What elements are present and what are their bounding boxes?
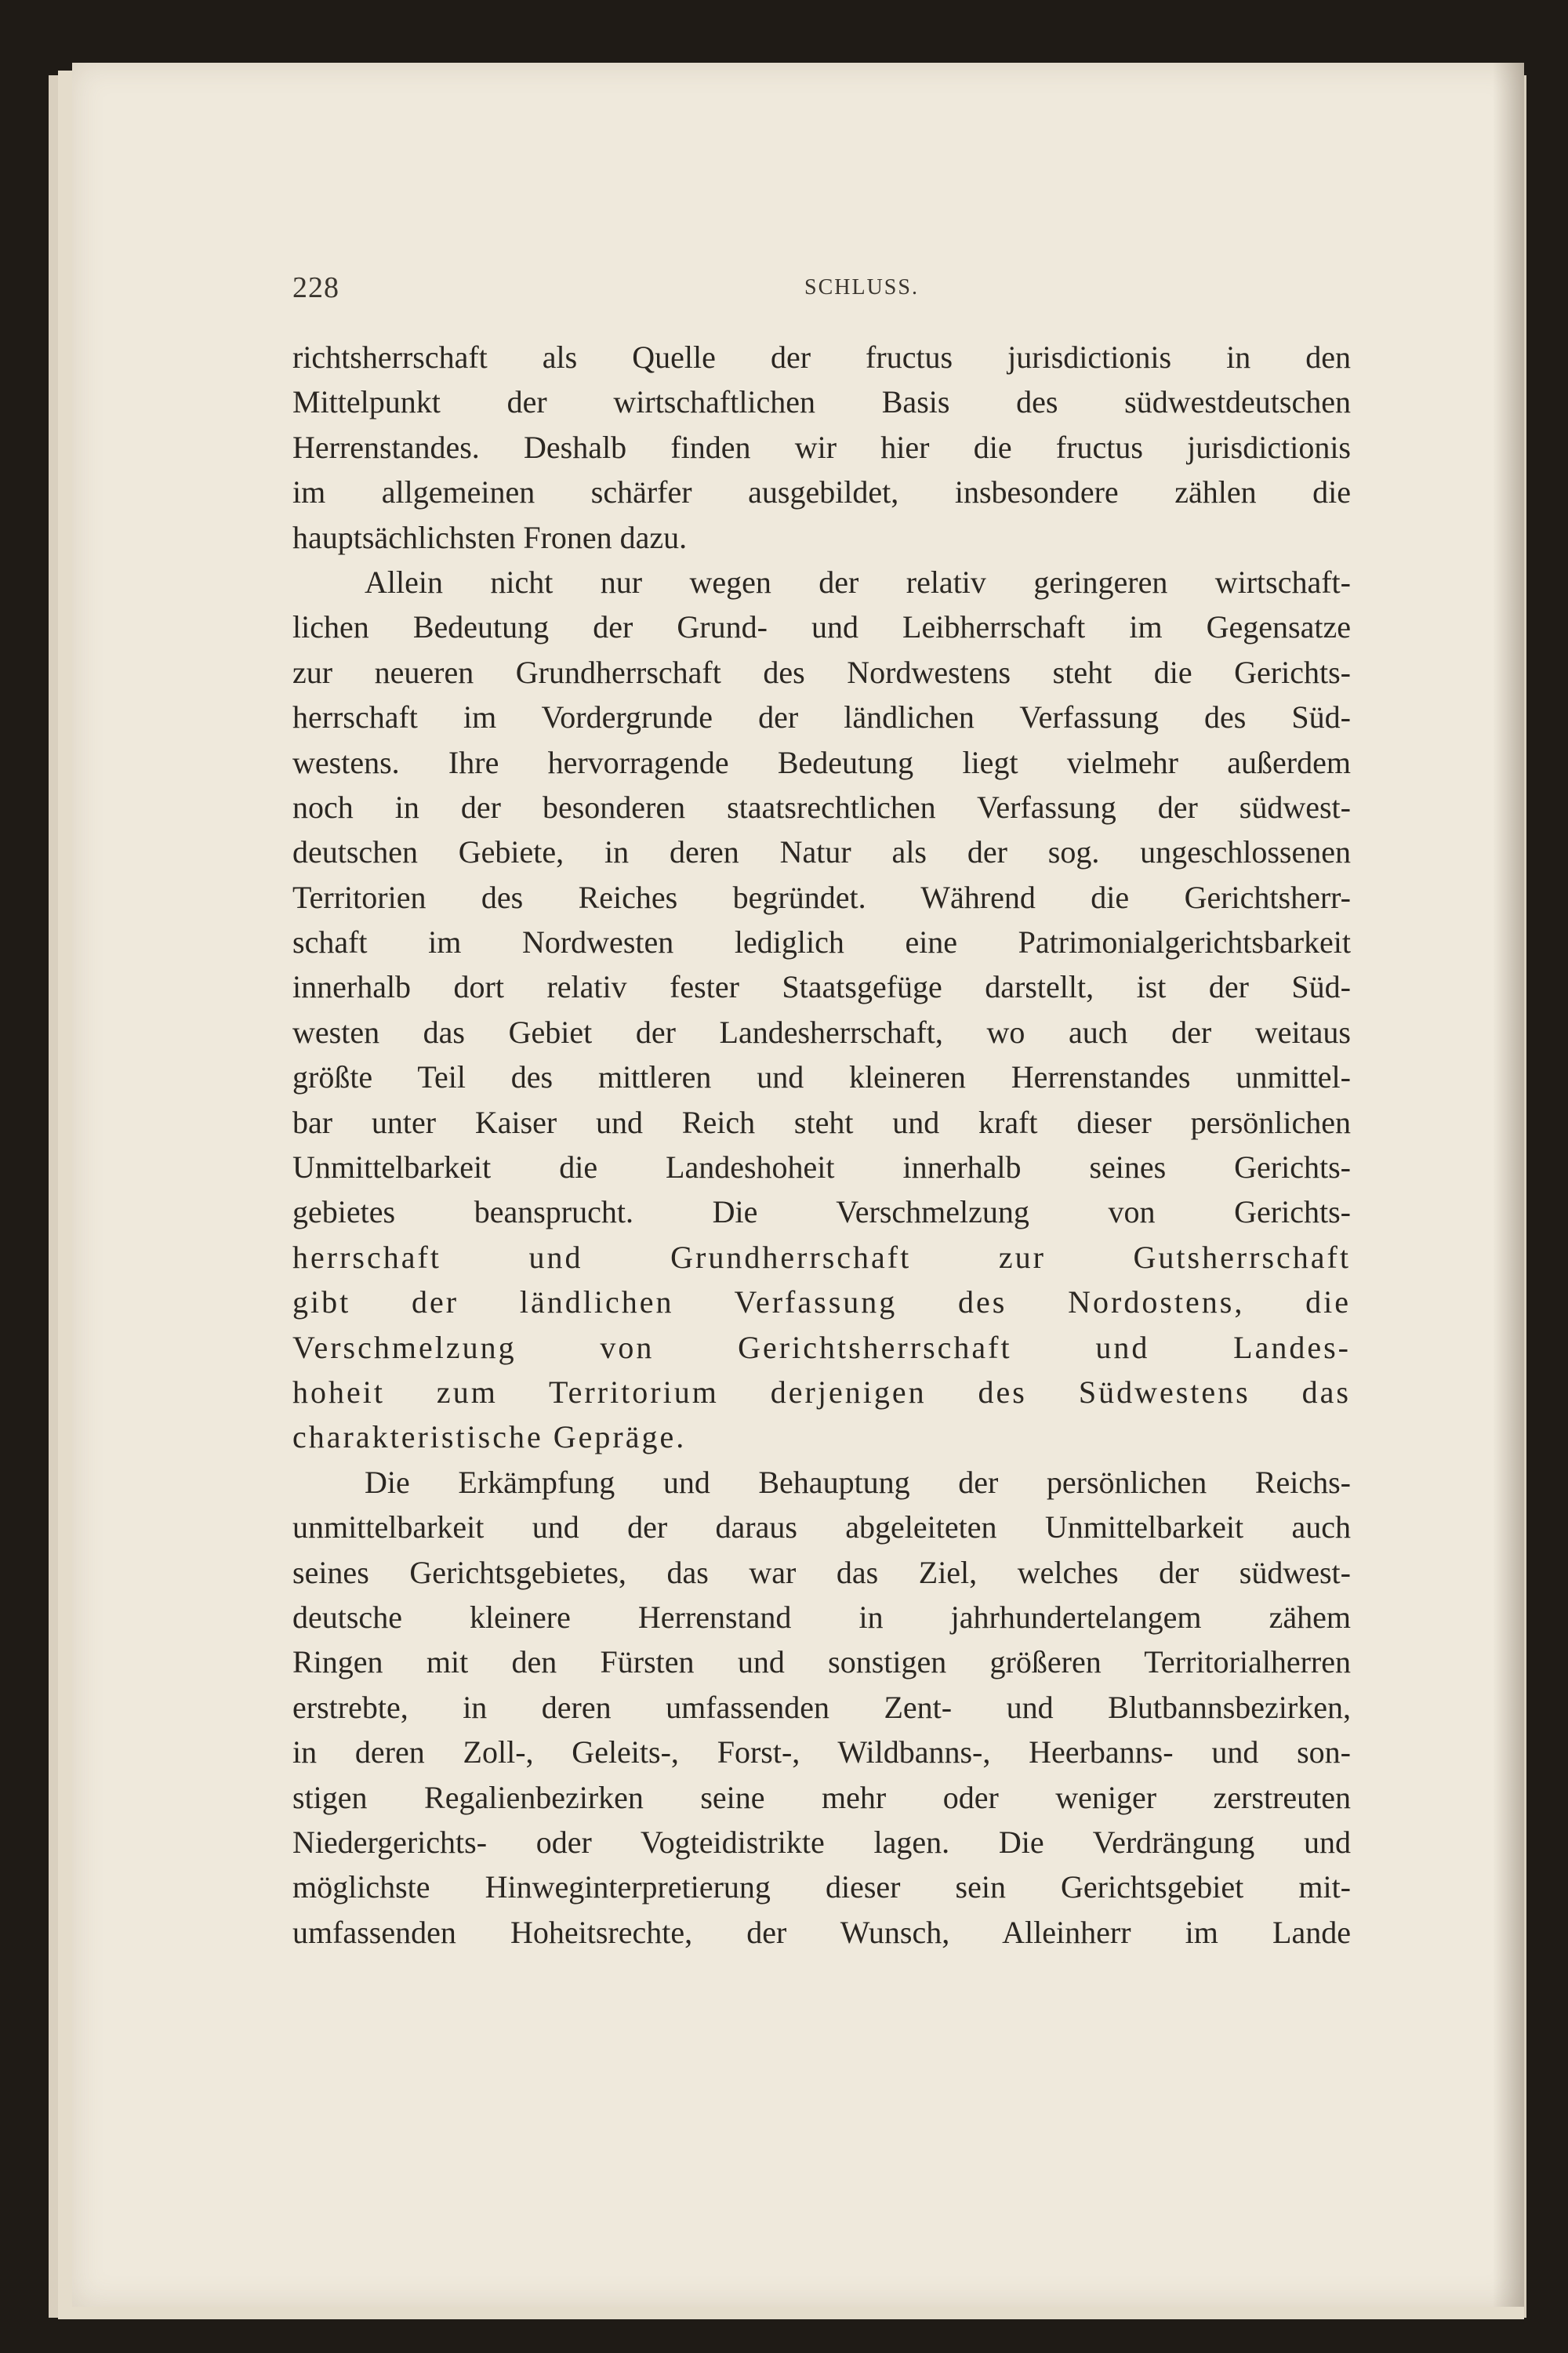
text-line: Ringen mit den Fürsten und sonstigen größeren Territorialherren — [292, 1644, 1351, 1680]
text-line: charakteristische Gepräge. — [292, 1419, 687, 1455]
section-title: SCHLUSS. — [804, 275, 919, 300]
page-gutter-shadow — [1493, 63, 1524, 2307]
text-line: richtsherrschaft als Quelle der fructus jurisdictionis in den — [292, 340, 1351, 375]
text-line: in deren Zoll-, Geleits-, Forst-, Wildbanns-, Heerbanns- und son- — [292, 1734, 1351, 1770]
body-text — [292, 335, 1351, 1955]
text-line: westen das Gebiet der Landesherrschaft, wo auch der weitaus — [292, 1014, 1351, 1050]
running-head — [292, 271, 1351, 310]
text-line: Verschmelzung von Gerichtsherrschaft und Landes- — [292, 1329, 1351, 1365]
text-line: herrschaft und Grundherrschaft zur Gutsherrschaft — [292, 1239, 1351, 1275]
text-line: herrschaft im Vordergrunde der ländlichen Verfassung des Süd- — [292, 699, 1351, 735]
text-line: westens. Ihre hervorragende Bedeutung liegt vielmehr außerdem — [292, 744, 1351, 780]
text-line: gibt der ländlichen Verfassung des Nordostens, die — [292, 1284, 1351, 1320]
text-line: seines Gerichtsgebietes, das war das Ziel, welches der südwest- — [292, 1554, 1351, 1590]
text-line: deutschen Gebiete, in deren Natur als der sog. ungeschlossenen — [292, 834, 1351, 870]
text-line: erstrebte, in deren umfassenden Zent- und Blutbannsbezirken, — [292, 1689, 1351, 1725]
text-line: Niedergerichts- oder Vogteidistrikte lagen. Die Verdrängung und — [292, 1824, 1351, 1860]
text-line: schaft im Nordwesten lediglich eine Patrimonialgerichtsbarkeit — [292, 924, 1351, 960]
text-line: Die Erkämpfung und Behauptung der persönlichen Reichs- — [365, 1464, 1351, 1500]
text-line: bar unter Kaiser und Reich steht und kraft dieser persönlichen — [292, 1104, 1351, 1140]
text-line: unmittelbarkeit und der daraus abgeleiteten Unmittelbarkeit auch — [292, 1509, 1351, 1545]
text-line: Territorien des Reiches begründet. Während die Gerichtsherr- — [292, 879, 1351, 915]
text-line: deutsche kleinere Herrenstand in jahrhundertelangem zähem — [292, 1599, 1351, 1635]
text-line: stigen Regalienbezirken seine mehr oder weniger zerstreuten — [292, 1779, 1351, 1815]
text-line: größte Teil des mittleren und kleineren Herrenstandes unmittel- — [292, 1059, 1351, 1095]
text-line: Allein nicht nur wegen der relativ geringeren wirtschaft- — [365, 564, 1351, 600]
text-line: im allgemeinen schärfer ausgebildet, insbesondere zählen die — [292, 474, 1351, 510]
text-line: hoheit zum Territorium derjenigen des Südwestens das — [292, 1374, 1351, 1410]
text-line: gebietes beansprucht. Die Verschmelzung von Gerichts- — [292, 1194, 1351, 1230]
text-line: möglichste Hinweginterpretierung dieser sein Gerichtsgebiet mit- — [292, 1869, 1351, 1905]
text-line: Mittelpunkt der wirtschaftlichen Basis des südwestdeutschen — [292, 384, 1351, 420]
text-line: lichen Bedeutung der Grund- und Leibherrschaft im Gegensatze — [292, 609, 1351, 645]
text-line: Herrenstandes. Deshalb finden wir hier die fructus jurisdictionis — [292, 429, 1351, 465]
text-line: hauptsächlichsten Fronen dazu. — [292, 519, 688, 555]
text-line: noch in der besonderen staatsrechtlichen Verfassung der südwest- — [292, 789, 1351, 825]
text-line: Unmittelbarkeit die Landeshoheit innerhalb seines Gerichts- — [292, 1149, 1351, 1186]
text-line: innerhalb dort relativ fester Staatsgefüge darstellt, ist der Süd- — [292, 969, 1351, 1005]
page-number: 228 — [292, 271, 339, 304]
text-line: umfassenden Hoheitsrechte, der Wunsch, Alleinherr im Lande — [292, 1914, 1351, 1950]
text-line: zur neueren Grundherrschaft des Nordwestens steht die Gerichts- — [292, 654, 1351, 690]
